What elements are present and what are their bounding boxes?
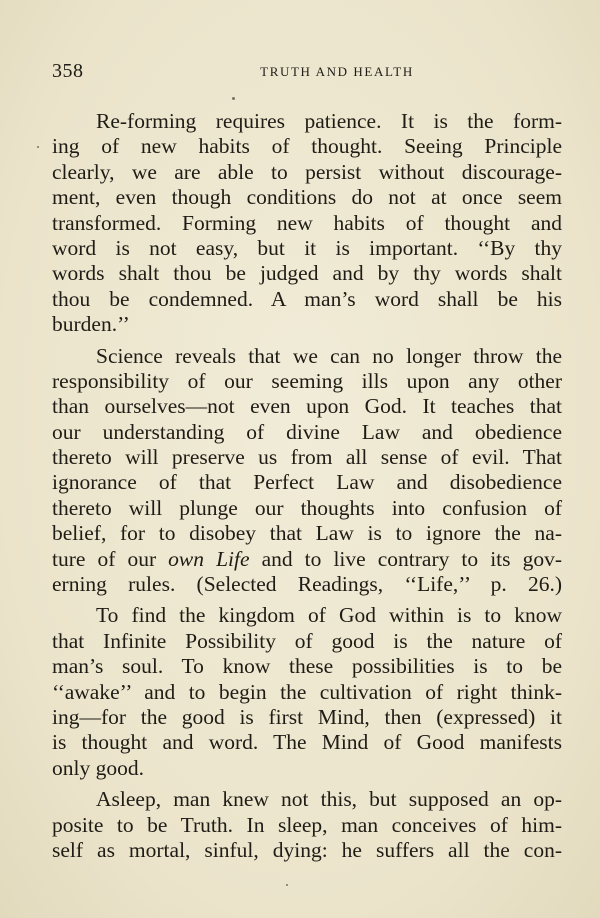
text-segment: and to live contrary to its gov- <box>249 546 562 571</box>
text-line: word is not easy, but it is important. ‘‘By thy <box>52 235 562 260</box>
text-line: ing of new habits of thought. Seeing Principle <box>52 134 562 159</box>
text-line: thereto will preserve us from all sense of evil. That <box>52 445 562 470</box>
text-line: thou be condemned. A man’s word shall be his <box>52 286 562 311</box>
text-line: burden.’’ <box>52 312 130 337</box>
text-line: To find the kingdom of God within is to know <box>96 603 562 628</box>
text-line: Asleep, man knew not this, but supposed an op- <box>96 787 562 812</box>
paper-speck <box>232 97 235 100</box>
text-line: our understanding of divine Law and obedience <box>52 419 562 444</box>
text-line: thereto will plunge our thoughts into confusion of <box>52 495 562 520</box>
text-line <box>52 547 562 572</box>
text-line: ment, even though conditions do not at once seem <box>52 185 562 210</box>
text-line: ‘‘awake’’ and to begin the cultivation of right think- <box>52 679 562 704</box>
text-line: transformed. Forming new habits of thought and <box>52 210 562 235</box>
text-line: clearly, we are able to persist without discourage- <box>52 159 562 184</box>
paragraph-4 <box>52 787 562 863</box>
text-line: is thought and word. The Mind of Good manifests <box>52 730 562 755</box>
text-line: ing—for the good is first Mind, then (expressed) it <box>52 704 562 729</box>
text-line: posite to be Truth. In sleep, man conceives of him- <box>52 812 562 837</box>
text-line: Science reveals that we can no longer throw the <box>96 343 562 368</box>
body-text <box>52 109 562 863</box>
running-title: TRUTH AND HEALTH <box>260 64 414 79</box>
paper-speck <box>37 146 39 148</box>
text-line: erning rules. (Selected Readings, ‘‘Life,’’ p. 26.) <box>52 572 562 597</box>
paragraph-3 <box>52 603 562 781</box>
text-line: responsibility of our seeming ills upon any other <box>52 368 562 393</box>
page-number: 358 <box>52 60 84 82</box>
text-line: ignorance of that Perfect Law and disobedience <box>52 470 562 495</box>
text-line: man’s soul. To know these possibilities is to be <box>52 654 562 679</box>
text-line: only good. <box>52 755 144 780</box>
text-line: Re-forming requires patience. It is the form- <box>96 109 562 133</box>
text-line: words shalt thou be judged and by thy words shalt <box>52 261 562 286</box>
text-line: that Infinite Possibility of good is the nature of <box>52 628 562 653</box>
paragraph-1 <box>52 109 562 338</box>
page-header <box>52 60 562 84</box>
text-segment: ture of our <box>52 546 169 571</box>
italic-text: own Life <box>168 546 250 571</box>
text-line: belief, for to disobey that Law is to ignore the na- <box>52 521 562 546</box>
paragraph-2 <box>52 344 562 598</box>
text-line: than ourselves—not even upon God. It teaches that <box>52 394 562 419</box>
text-line: self as mortal, sinful, dying: he suffers all the con- <box>52 837 562 862</box>
paper-speck <box>286 884 288 886</box>
